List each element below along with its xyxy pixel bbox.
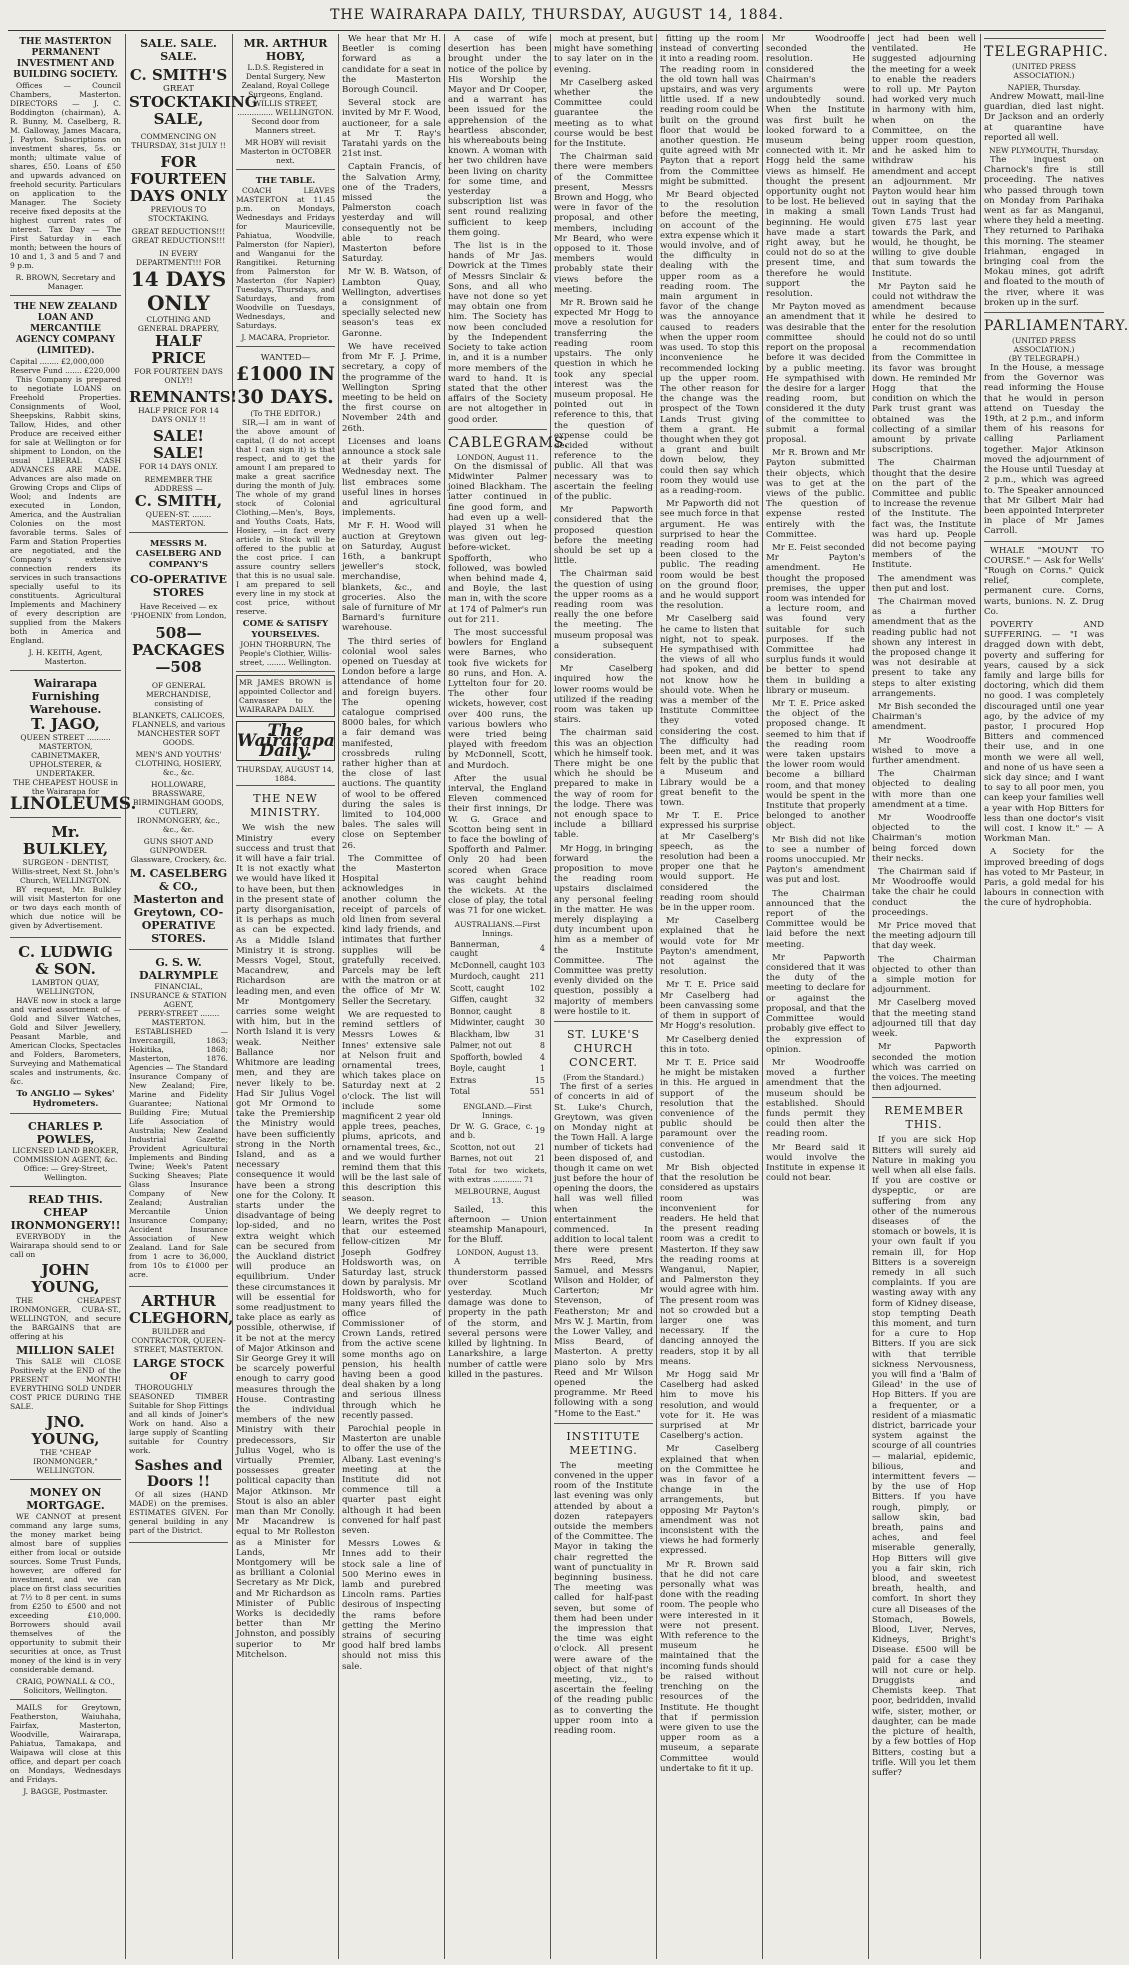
ad-address: LAMBTON QUAY, WELLINGTON, [31,978,100,996]
column-rule [868,34,869,1959]
previous-label: PREVIOUS TO STOCKTAKING. [148,205,209,224]
batsman: Palmer, not out [450,1041,512,1051]
shop-address: QUEEN-ST. ........ MASTERTON. [145,510,212,529]
column-8-news [766,34,865,1959]
ad-smith-sale [129,34,258,533]
ad-received: Have Received — ex 'PHOENIX' from London, [130,601,227,620]
scorecard-row [450,1053,545,1063]
news-paragraph: Mr Papworth considered that the proposed question before the meeting should be set up a little. [554,505,653,567]
ad-furnishing [10,674,137,818]
fourteen-days: FOR FOURTEEN DAYS ONLY [129,153,228,206]
ad-trade: SURGEON - DENTIST, [22,858,109,867]
for-fourteen: FOR FOURTEEN DAYS ONLY!! [134,367,223,386]
news-paragraph: Mr Caselberg explained that he would vote for Mr Payton's amendment, not against the resolution. [660,916,759,978]
ad-title: Wairarapa Furnishing Warehouse. [29,677,102,716]
ad-stock-heading: LARGE STOCK OF [132,1356,225,1383]
ad-title: MR. ARTHUR HOBY, [243,37,328,63]
ad-body-4: THE "CHEAP IRONMONGER," WELLINGTON. [33,1448,98,1476]
news-paragraph: Mr Woodrooffe wished to move a further amendment. [872,735,976,767]
ad-body: MAILS for Greytown, Featherston, Waiuhaha, Fairfax, Masterton, Woodville, Wairarapa, Pahiatua, Tamakapa, and Waipawa will close at this office, and depart per coach on Mondays, Wednesdays and Fridays. [10,1703,121,1785]
ad-signature: CRAIG, POWNALL & CO., Solicitors, Wellington. [16,1677,115,1696]
remnants-half-price: HALF PRICE FOR 14 DAYS ONLY !! [138,406,219,425]
column-10-news [984,34,1129,1959]
news-paragraph: Mr T. E. Price asked the object of the proposed change. It seemed to him that if the reading room were taken upstairs the lower room would become a billiard room, and that money would be spent in the Institute that properly belonged to another object. [766,699,865,832]
ad-cheap: THE CHEAPEST HOUSE in the Wairarapa for [13,778,118,796]
scorecard-total: Total for two wickets, with extras ............ 71 [448,1165,547,1184]
news-paragraph: Mr Hogg, in bringing forward the proposition to move the reading room upstairs disclaimed any personal feeling in the matter. He was merely displaying a duty incumbent upon him as a member of the Institute Committee. The Committee was pretty evenly divided on the question, possibly a majority of members were hostile to it. [554,843,653,1017]
separator [554,1423,653,1424]
batsman: Midwinter, caught [450,1018,525,1028]
news-paragraph: The Chairman objected to other than a simple motion for adjournment. [872,954,976,996]
news-paragraph: fitting up the room instead of converting it into a reading room. The reading room in the old town hall was upstairs, and was very little used. If a new reading room could be built on the ground floor that would be another question. He quite agreed with Mr Payton that a report from the Committee might be submitted. [660,34,759,187]
news-paragraph: Mr Caselberg said he came to listen that night, not to speak. He sympathised with the views of all who had spoken, and did not know how he should vote. When he was a member of the Institute Committee they voted considering the cost. The difficulty had been met, and it was felt by the public that a Museum and Library would be a great benefit to the town. [660,614,759,809]
news-paragraph: Mr Bish objected that the resolution be considered as upstairs room was inconvenient for readers. He held that the present reading room was a credit to Masterton. If they saw the reading rooms at Wanganui, Napier, and Palmerston they would agree with him. The present room was not so crowded but a larger one was necessary. If the dancing annoyed the readers, stop it by all means. [660,1162,759,1367]
cable-paragraph: Sailed, this afternoon — Union steamship Manapouri, for the Bluff. [448,1204,547,1246]
news-paragraph: The Chairman moved as a further amendment that as the reading public had not shown any interest in the proposed change it was not desirable at present to take any steps to alter existing arrangements. [872,596,976,699]
column-6-news [554,34,653,1959]
batsman: McDonnell, caught [450,960,528,970]
runs: 32 [534,995,545,1005]
dateline: NAPIER, Thursday. [1007,83,1081,92]
ad-ludwig [10,941,121,1114]
news-paragraph: Parochial people in Masterton are unable to offer the use of the Albany. Last evening's meeting at the Institute did not commence till a quarter past eight although it had been convened for half past seven. [342,1424,441,1537]
news-paragraph: Mr Bish seconded the Chairman's amendment. [872,702,976,733]
ad-signature: M. CASELBERG & CO., Masterton and Greytown, CO-OPERATIVE STORES. [129,866,228,945]
news-paragraph: Mr T. E. Price said Mr Caselberg had been canvassing some of them in support of Mr Hogg's resolution. [660,980,759,1032]
ad-body-3: This SALE will CLOSE Positively at the END of the PRESENT MONTH! EVERYTHING SOLD UNDER COST PRICE DURING THE SALE. [10,1357,121,1412]
article-heading: INSTITUTE MEETING. [566,1429,641,1457]
separator [872,1097,976,1098]
news-paragraph: We are requested to remind settlers of Messrs Lowes & Innes' extensive sale at Nelson fruit and ornamental trees, which takes place on Saturday next at 2 o'clock. The list will include some magnificent 2 year old apple trees, peaches, plums, apricots, and ornamental trees, &c., and we would further remind them that this will be the last sale of this description this season. [342,1009,441,1204]
ad-body: BY request, Mr. Bulkley will visit Masterton for one or two days each month of which due notice will be given by Advertisement. [10,885,121,930]
ad-subtitle: L.D.S. Registered in Dental Surgery, New Zealand, Royal College Surgeons, England. [241,63,330,99]
runs: 8 [539,1041,545,1051]
ad-building-society [10,34,121,296]
scorecard-row [450,961,545,971]
ad-merchandise: OF GENERAL MERCHANDISE, consisting of [145,680,212,708]
article-body: The meeting convened in the upper room of the Institute last evening was only attended by about a dozen ratepayers outside the members of the Committee. The Mayor in taking the chair regretted the want of punctuality in beginning business. The meeting was called for half-past seven, but some of them had been under the impression that the time was eight o'clock. All present were aware of the object of that night's meeting, viz., to ascertain the feeling of the reading public as to converting the upper room into a reading room. [554,1460,653,1737]
news-paragraph: The chairman said this was an objection which he himself took. There might be one which he should be prepared to make in the way of room for the lodge. There was not enough space to include a billiard table. [554,728,653,841]
ad-coach-table [236,173,335,347]
ad-title: THE NEW ZEALAND LOAN AND MERCANTILE AGENCY COMPANY (LIMITED). [13,302,118,356]
news-paragraph: Mr R. Brown said he expected Mr Hogg to move a resolution for transferring the reading room upstairs. The only question in which he took any special interest was the museum proposal. He pointed out in reference to this, that the question of expense could be decided without reference to the public. All that was necessary was to ascertain the feeling of the public. [554,298,653,502]
half-price: HALF PRICE [151,332,206,368]
ad-stock-body: THOROUGHLY SEASONED TIMBER Suitable for Shop Fittings and all kinds of Joiner's Work on hand. Also a large supply of Scantling suitable for Country work. [129,1382,228,1455]
batsman: Giffen, caught [450,995,508,1005]
ad-blankets: BLANKETS, CALICOES, FLANNELS, and various MANCHESTER SOFT GOODS. [131,710,226,747]
ad-paragraph: WHALE "MOUNT TO COURSE." — Ask for Wells' "Rough on Corns." Quick relief, complete, permanent cure. Corns, warts, bunions. N. Z. Drug Co. [984,545,1104,617]
ad-paragraph: POVERTY AND SUFFERING. — "I was dragged down with debt, poverty and suffering for years, caused by a sick family and large bills for doctoring, which did them no good. I was completely discouraged until one year ago, by the advice of my pastor, I procured Hop Bitters and commenced their use, and in one month we were all well, and none of us have seen a sick day since; and I want to say to all poor men, you can keep your families well a year with Hop Bitters for less than one doctor's visit will cost. I know it." — A Workman Man. [984,619,1104,845]
masthead-rule [8,30,1106,31]
column-rule [550,34,551,1959]
ad-sashes-body: Of all sizes (HAND MADE) on the premises. ESTIMATES GIVEN. For general building in any part of the District. [129,1489,228,1535]
runs: 1 [539,1064,545,1074]
cable-paragraph: A terrible thunderstorm passed over Scotland yesterday. Much damage was done to property in the path of the storm, and several persons were killed by lightning. In Lanarkshire, a large number of cattle were killed in the pastures. [448,1257,547,1380]
runs: 15 [534,1075,545,1085]
batsman: Murdoch, caught [450,972,520,982]
ad-signature: J. H. KEITH, Agent, Masterton. [28,648,103,666]
news-paragraph: Mr Price moved that the meeting adjourn till that day week. [872,921,976,952]
news-paragraph: Mr Beard said it would involve the Institute in expense it could not bear. [766,1142,865,1184]
news-paragraph: In the House, a message from the Governor was read informing the House that he would in person attend on Tuesday the 19th, at 2 p.m., and inform them of his reasons for calling Parliament together. Major Atkinson moved the adjournment of the House until Tuesday at 2 p.m., which was agreed to. The Speaker announced that Mr Gilbert Mair had been appointed Interpreter in place of Mr James Carroll. [984,363,1104,537]
news-paragraph: Captain Francis, of the Salvation Army, one of the Traders, missed the Palmerston coach yesterday and will consequently not be able to reach Masterton before Saturday. [342,162,441,265]
ad-loan-agency [10,299,121,671]
ad-title: THE MASTERTON PERMANENT INVESTMENT AND BUILDING SOCIETY. [13,37,118,80]
batsman: Bonnor, caught [450,1006,512,1016]
ad-heading: REMEMBER THIS. [884,1104,964,1132]
ad-thorburn [236,350,335,672]
news-paragraph: Mr Payton said he could not withdraw the amendment because while he desired to enter for the resolution he could not do so until a recommendation from the Committee in its favor was brought down. He reminded Mr Hogg that the condition on which the Park trust grant was obtained was the collecting of a similar amount by private subscriptions. [872,281,976,456]
news-paragraph: Andrew Mowatt, mail-line guardian, died last night. Dr Jackson and an orderly at quarantine have reported all well. [984,92,1104,143]
ad-hoby [236,34,335,170]
ad-reserve-fund: Reserve Fund ....... £220,000 [10,366,120,375]
column-2-advertisements [129,34,258,1959]
newspaper-nameplate: The Wairarapa Daily. [237,720,335,762]
column-4-news [342,34,441,1959]
news-paragraph: We hear that Mr H. Beetler is coming forward as a candidate for a seat in the Masterton Borough Council. [342,34,441,96]
news-paragraph: Mr Woodrooffe moved a further amendment that the museum should be established. Should funds permit they could then alter the reading room. [766,1057,865,1140]
news-paragraph: Mr Caselberg moved that the meeting stand adjourned till that day week. [872,998,976,1040]
scorecard-row [450,1007,545,1017]
remember-address: REMEMBER THE ADDRESS — [144,475,213,494]
ad-hardware: HOLLOWARE, BRASSWARE, BIRMINGHAM GOODS, CUTLERY, IRONMONGERY, &c., &c., &c. [133,779,224,834]
runs: 551 [529,1087,545,1097]
news-paragraph: Mr R. Brown said that he did not care personally what was done with the reading room. The people who were interested in it were not present. With reference to the museum he maintained that the incoming funds should be raised without trenching on the resources of the Institute. He thought that if permission were given to use the upper room as a museum, a separate Committee would undertake to fit it up. [660,1559,759,1774]
news-paragraph: The third series of colonial wool sales opened on Tuesday at London before a large attendance of home and foreign buyers. The opening catalogue comprised 8000 bales, for which a fair demand was manifested, crossbreds ruling rather higher than at the close of last auctions. The quantity of wool to be offered during the sales is limited to 104,000 bales. The sales will close on September 26. [342,636,441,851]
news-paragraph: The Chairman objected to dealing with more than one amendment at a time. [872,769,976,810]
ad-capital: Capital ........ £2,000,000 [10,357,105,366]
ad-title: READ THIS. [28,1193,103,1207]
column-5-news [448,34,570,1959]
ad-body: Offices — Council Chambers, Masterton. DIRECTORS — J. C. Boddington (chairman), A. R. Bunny, M. Caselberg, R. M. Galloway, James Macara, J. Payton. Subscriptions on investment shares, 5s. or month; ultimate value of shares, £50. Loans of £50 and upwards advanced on freehold security. Particulars on application to the Manager. The Society receive fixed deposits at the highest current rates of interest. Tax Day — The First Saturday in each month; between the hours of 10 and 1, 3 and 5 and 7 and 9 p.m. [10,81,121,270]
column-rule [656,34,657,1959]
section-heading-parliamentary: PARLIAMENTARY. [984,318,1129,335]
ad-caselberg [129,536,228,950]
ad-subtitle: BUILDER and CONTRACTOR, QUEEN-STREET, MASTERTON. [131,1326,226,1354]
separator [554,1021,653,1022]
ad-amount: £1000 IN 30 DAYS. [236,363,335,409]
scorecard-row [450,1018,545,1028]
ad-title: CHARLES P. POWLES, [28,1120,103,1147]
sale-heading: SALE. SALE. SALE. [140,37,217,63]
batsman: Spofforth, bowled [450,1052,523,1062]
ad-cheap-ironmongery: CHEAP IRONMONGERY!! [10,1206,121,1233]
ad-trade: LICENSED LAND BROKER, COMMISSION AGENT, &c. [12,1146,119,1165]
batsman: Scotton, not out [450,1142,516,1152]
ad-wanted: WANTED— [260,353,311,364]
runs: 21 [534,1154,545,1164]
ad-editor: (To THE EDITOR.) [250,409,321,419]
scorecard-row [450,1087,545,1097]
scorecard-row [450,1122,545,1141]
news-paragraph: moch at present, but might have something to say later on in the evening. [554,34,653,75]
scorecard-row [450,1041,545,1051]
news-paragraph: Mr W. B. Watson, of Lambton Quay, Wellington, advertises a consignment of specially selected new season's teas ex Garonne. [342,267,441,339]
issue-date: THURSDAY, AUGUST 14, 1884. [236,765,335,786]
news-paragraph: Licenses and loans announce a stock sale at their yards for Wednesday next. The list embraces some useful lines in horses and agricultural implements. [342,436,441,519]
column-rule [980,34,981,1959]
news-paragraph: Mr Payton moved as an amendment that it was desirable that the committee should report on the proposal before it was decided by a public meeting. He sympathised with the desire for a larger reading room, but considered it the duty of the committee to submit a formal proposal. [766,302,865,445]
sale-sale: SALE! SALE! [152,427,205,463]
runs: 4 [539,944,545,954]
ad-address: Willis-street, Next St. John's Church, WELLINGTON. [11,867,120,885]
runs: 8 [539,1006,545,1016]
news-paragraph: Mr T. E. Price said he might be mistaken in this. He argued in support of the resolution that the convenience of the public should be paramount over the convenience of the custodian. [660,1057,759,1160]
ad-guns: GUNS SHOT AND GUNPOWDER. Glassware, Crockery, &c. [130,836,227,864]
article-heading: THE NEW MINISTRY. [250,792,321,820]
news-paragraph: Mr R. Brown and Mr Payton submitted their objects, which was to get at the views of the public. The question of expense rested entirely with the Committee. [766,448,865,540]
news-paragraph: The Chairman said there were members of the Committee present, Messrs Brown and Hogg, who were in favor of the proposal, and other members, including Mr Beard, who were opposed to it. Those members would probably state their views before the meeting. [554,152,653,295]
scorecard-row [450,972,545,982]
scorecard-row [450,1064,545,1074]
news-paragraph: Mr Caselberg inquired how the lower rooms would be utilized if the reading room was taken up stairs. [554,664,653,726]
ad-street: QUEEN STREET .......... MASTERTON, [20,733,111,751]
article-body: We wish the new Ministry every success and trust that it will have a fair trial. It is not exactly what we would have liked it to have been, but then in the present state of party disorganisation, it is perhaps as much as can be expected. As a Middle Island Ministry it is strong. Messrs Vogel, Stout, Macandrew, and Richardson are leading men, and even Mr Montgomery carries some weight with him, but in the North Island it is very weak. Neither Ballance nor Whitmore are leading men, and they are never likely to be. Had Sir Julius Vogel got Mr Ormond to take the Premiership the Ministry would have been sufficiently strong in the North Island, and as a necessary consequence it would have been a strong one for the Colony. It starts under the disadvantage of being lop-sided, and no extra weight which can be secured from the Auckland district will produce an equilibrium. Under these circumstances it will be essential for some readjustment to take place as early as possible, otherwise, if it be not at the mercy of Major Atkinson and Sir George Grey it will be scarcely powerful enough to carry good measures through the House. Contrasting the individual members of the new Ministry with their predecessors, Sir Julius Vogel, who is virtually Premier, possesses greater political capacity than Major Atkinson. Mr Stout is also an abler man than Mr Conolly. Mr Macandrew is equal to Mr Rolleston as a Minister for Lands, Mr Montgomery will be as brilliant a Colonial Secretary as Mr Dick, and Mr Richardson as Minister of Public Works is decidedly better than Mr Johnston, and possibly superior to Mr Mitchelson. [236,823,335,1660]
scorecard-row [450,1143,545,1153]
ad-come: COME & SATISFY YOURSELVES. [242,619,329,640]
news-paragraph: A Society for the improved breeding of dogs has voted to Mr Pasteur, in Paris, a gold medal for his labours in connection with the cure of hydrophobia. [984,847,1104,909]
ad-mails [10,1703,121,1796]
ad-title: C. LUDWIG & SON. [18,943,113,978]
column-7-news [660,34,759,1959]
ad-body: EVERYBODY in the Wairarapa should send to or call on [10,1232,121,1260]
news-paragraph: The Chairman announced that the report of the Committee would be laid before the next meeting. [766,888,865,950]
news-paragraph: Mr Woodrooffe seconded the resolution. He considered the Chairman's arguments were undoubtedly sound. When the Institute was first built he looked forward to a museum being connected with it. Mr Hogg held the same views as himself. He thought the present opportunity ought not to be lost. He believed in making a small beginning. He would have made a start right away, but he could not do so at the present time, and therefore he would support the resolution. [766,34,865,300]
news-paragraph: Mr Papworth considered that it was the duty of the meeting to declare for or against the proposal, and that the Committee would probably give effect to the expression of opinion. [766,952,865,1055]
reductions-label: GREAT REDUCTIONS!!! GREAT REDUCTIONS!!! [131,227,226,246]
ad-address: PERRY-STREET ........ MASTERTON. [137,1008,220,1027]
ad-signature: J. BAGGE, Postmaster. [23,1787,108,1797]
cable-paragraph: The most successful bowlers for England were Barnes, who took five wickets for 80 runs, and Hon. A. Lyttelton four for 20. The other four wickets, however, cost over 400 runs, the various bowlers who were tried being played with freedom by McDonnell, Scott, and Murdoch. [448,627,547,771]
ad-signature: R. BROWN, Secretary and Manager. [15,273,116,291]
runs: 21 [534,1142,545,1152]
news-paragraph: The list is in the hands of Mr Jas. Dowrick at the Times of Messrs Sinclair & Sons, and all who have not done so yet may obtain one from him. The Society has now been concluded by the Independent Society to take action in, and it is a number more members of the ward to hand. It is stated that the other affairs of the Society are not altogether in good order. [448,241,547,425]
news-paragraph: Mr Caselberg denied this in toto. [660,1034,759,1055]
dateline: LONDON, August 11. [456,452,539,462]
ad-body: HAVE now in stock a large and varied assortment of — Gold and Silver Watches, Gold and Silver Jewellery, Peasant Marble, and American Clocks, Spectacles and Folders, Barometers, Surveying and Mathematical scales and instruments, &c. &c. [10,996,121,1086]
masthead: THE WAIRARAPA DAILY, THURSDAY, AUGUST 14, 1884. [330,7,784,23]
batsman: Barnes, not out [450,1154,513,1164]
ad-visit: MR HOBY will revisit Masterton in OCTOBER next. [239,138,332,165]
scorecard-row [450,995,545,1005]
days-only: 14 DAYS ONLY [130,267,227,316]
ad-body: ESTABLISHED — Invercargill, 1863; Hokitika, 1868; Masterton, 1876. Agencies — The Standard Insurance Company of New Zealand; Fire, Marine and Fidelity Guarantee; National Building Fire; Mutual Life Association of Australia; New Zealand Industrial Gazette; Provident Agricultural Implements and Binding Twine; Week's Patent Sucking Sheaves; Plate Glass Insurance Company of New Zealand; Australian Mercantile Union Insurance Company; Accident Insurance Association of New Zealand. Land for Sale from 1 acre to 36,000, from 10s to £1000 per acre. [129,1026,228,1279]
scorecard-row [450,984,545,994]
ad-cleghorn [129,1290,234,1543]
scorecard-england [448,1120,547,1166]
scorecard-row [450,1154,545,1164]
ad-office: Office: — Grey-Street, Wellington. [23,1164,108,1183]
news-paragraph: Mr Beard objected to the resolution before the meeting, on account of the extra expense which it would involve, and of the difficulty in dealing with the upper room as a reading room. The main argument in favor of the change was the annoyance caused to readers when the upper room was used. To stop this inconvenience he recommended locking up the upper room. The other reason for the change was the prospect of the Town Lands Trust giving them a grant. He thought when they got a grant and built down below, they could then say which room they would use as a reading-room. [660,190,759,496]
ad-body: If you are sick Hop Bitters will surely aid Nature in making you well when all else fails. If you are costive or dyspeptic, or are suffering from any other of the numerous diseases of the stomach or bowels, it is your own fault if you remain ill, for Hop Bitters is a sovereign remedy in all such complaints. If you are wasting away with any form of Kidney disease, stop tempting Death this moment, and turn for a cure to Hop Bitters. If you are sick with that terrible sickness Nervousness, you will find a 'Balm of Gilead' in the use of Hop Bitters. If you are a frequenter, or a resident of a miasmatic district, barricade your system against the scourge of all countries — malarial, epidemic, bilious, and intermittent fevers — by the use of Hop Bitters. If you have rough, pimply, or sallow skin, bad breath, pains and aches, and feel miserable generally, Hop Bitters will give you a fair skin, rich blood, and sweetest breath, health, and comfort. In short they cure all Diseases of the Stomach, Bowels, Blood, Liver, Nerves, Kidneys, Bright's Disease. £500 will be paid for a case they will not cure or help. Druggists and Chemists keep. That poor, bedridden, invalid wife, sister, mother, or daughter, can be made the picture of health, by a few bottles of Hop Bitters, costing but a trifle. Will you let them suffer? [872,1135,976,1778]
news-paragraph: We deeply regret to learn, writes the Post that our esteemed fellow-citizen Mr Joseph Godfrey Holdsworth was, on Saturday last, struck down by paralysis. Mr Holdsworth, who for many years filled the office of Commissioner of Crown Lands, retired from the active scene some months ago on pension, his health having been a good deal shaken by a long and serious illness through which he recently passed. [342,1206,441,1421]
batsman: Scott, caught [450,983,505,993]
ad-body: This Company is prepared to negotiate LOANS on Freehold Properties. Consignments of Wool, Sheepskins, Rabbit skins, Tallow, Hides, and other Produce are received either for sale at Wellington or for shipment to London, on the usual LIBERAL CASH ADVANCES ARE MADE. Advances are also made on Growing Crops and Clips of Wool; and Indents are executed in London, America, and the Australian Colonies on the most favorable terms. Sales of Farm and Station Properties are negotiated, and the Company's extensive connection renders its services in such transactions specially useful to its constituents. Agricultural Implements and Machinery of every description are supplied from the Makers both in America and England. [10,375,121,645]
ad-body-2: THE CHEAPEST IRONMONGER, CUBA-ST., WELLINGTON, and secure the BARGAINS that are offering at his [10,1296,121,1342]
ad-subtitle: CO-OPERATIVE STORES [130,572,227,599]
article-body: The first of a series of concerts in aid of St. Luke's Church, Greytown, was given on Monday night at the Town Hall. A large number of tickets had been disposed of, and though it came on wet just before the hour of opening the doors, the hall was well filled when the entertainment commenced. In addition to local talent there were present Mrs Reed, Mrs Samuel, and Messrs Wilson and Holder, of Carterton; Mr Stevenson, of Featherston; Mr and Mrs W. J. Martin, from the Lower Valley, and Miss Beard, of Masterton. A pretty piano solo by Mrs Reed and Mr Wilson opened the programme. Mr Reed following with a song "Home to the East." [554,1082,653,1419]
great-label: GREAT [162,84,195,94]
notice-brown [236,675,335,717]
ad-name: T. JAGO, [31,715,100,733]
news-paragraph: Mr Papworth did not see much force in that argument. He was surprised to hear the reading room had been closed to the public. The reading room would be best on the ground floor, and he would support the resolution. [660,499,759,612]
section-heading-cablegrams: CABLEGRAMS. [448,434,570,451]
news-paragraph: Mr F. H. Wood will auction at Greytown on Saturday, August 16th, a bankrupt jeweller's stock, merchandise, blankets, &c., and groceries. Also the sale of furniture of Mr Barnard's furniture warehouse. [342,521,441,634]
scorecard-australians [448,938,547,1099]
ad-name: JOHN YOUNG, [31,1261,100,1297]
batsman: Boyle, caught [450,1064,506,1074]
remnants: REMNANTS! [129,388,238,407]
shop-name-2: C. SMITH, [134,492,223,511]
scorecard-row [450,1030,545,1040]
article-source: (From the Standard.) [563,1073,644,1083]
separator [984,38,1104,39]
section-source-2: (BY TELEGRAPH.) [1008,354,1080,364]
ad-signature: JOHN THORBURN, The People's Clothier, Willis-street, ........ Wellington. [239,639,332,667]
ad-title: G. S. W. DALRYMPLE [138,955,219,982]
column-rule [232,34,233,1959]
ad-title: MESSRS M. CASELBERG AND COMPANY'S [135,539,222,570]
news-paragraph: ject had been well ventilated. He suggested adjourning the meeting for a week to enable the readers to roll up. Mr Payton had worked very much in harmony with him, when on the Committee, on the upper room question, and he asked him to withdraw his amendment and accept an adjournment. Mr Payton would hear him out in saying that the Town Lands Trust had given £75 last year towards the Park, and would, he thought, be willing to give double that sum towards the Institute. [872,34,976,279]
column-rule [338,34,339,1959]
ad-name-2: JNO. YOUNG, [31,1413,100,1449]
news-paragraph: Mr Woodrooffe objected to the Chairman's motion being forced down their necks. [872,813,976,864]
runs: 211 [529,972,545,982]
ad-agents: To ANGLIO — Sykes' Hydrometers. [16,1089,115,1110]
scorecard-title: ENGLAND.—First Innings. [463,1101,532,1120]
ad-title: Mr. BULKLEY, [22,823,109,858]
ad-dalrymple [129,953,228,1287]
notice-body: MR JAMES BROWN is appointed Collector and Canvasser to the WAIRARAPA DAILY. [239,677,332,714]
runs: 19 [534,1126,545,1136]
clothing-label: CLOTHING AND GENERAL DRAPERY, [137,315,220,334]
ad-sashes-doors: Sashes and Doors !! [134,1457,223,1490]
news-paragraph: The Chairman said the question of using the upper rooms as a reading room was really the one before the meeting. The museum proposal was a subsequent consideration. [554,569,653,661]
news-paragraph: The Committee of the Masterton Hospital acknowledges in another column the receipt of parcels of old linen from several kind lady friends, and intimates that further supplies will be gratefully received. Parcels may be left with the matron or at the office of Mr W. Seller the Secretary. [342,853,441,1007]
column-3 [236,34,335,1959]
runs: 102 [529,983,545,993]
article-heading: ST. LUKE'S CHURCH CONCERT. [566,1028,641,1070]
ad-letter: SIR,—I am in want of the above amount of capital, (I do not accept that I can sign it) is that respect, and to get the amount I am prepared to make a great sacrifice during the month of July. The whole of my grand stock of Colonial Clothing,—Men's, Boys, and Youths Coats, Hats, Hosiery, —in fact every article in Stock will be offered to the public at the cost price. I can assure country sellers that this is no usual sale. I am prepared to sell every line in my stock at cost price, without reserve. [236,418,335,617]
batsman: Blackham, lbw [450,1029,510,1039]
news-paragraph: A case of wife desertion has been brought under the notice of the police by His Worship the Mayor and Dr Cooper, and a warrant has been issued for the apprehension of the heartless absconder, his whereabouts being known. A woman with her two children have been living on charity for some time, and yesterday a subscription list was sent round realizing sufficient to keep them going. [448,34,547,238]
news-paragraph: Mr Caselberg asked whether the Committee could guarantee the meeting as to what course would be best for the Institute. [554,77,653,150]
news-paragraph: The amendment was then put and lost. [872,573,976,594]
news-paragraph: Mr T. E. Price expressed his surprise at Mr Caselberg's speech, as the resolution had been a proper one that he would support. He considered the reading room should be in the upper room. [660,811,759,914]
news-paragraph: Several stock are invited by Mr F. Wood, auctioneer, for a sale at Mr T. Ray's Taratahi yards on the 21st inst. [342,98,441,160]
ad-million-sale: MILLION SALE! [16,1344,115,1358]
news-paragraph: Mr E. Feist seconded Mr Payton's amendment. He thought the proposed premises, the upper room was intended for a lecture room, and was found very suitable for such purposes. If the Committee had surplus funds it would be better to spend them in building a library or museum. [766,542,865,696]
column-rule [762,34,763,1959]
news-paragraph: The Chairman said if Mr Woodrooffe would take the chair he could conduct the proceedings. [872,867,976,918]
commencing-date: COMMENCING ON THURSDAY, 31st JULY !! [131,132,226,151]
ad-body: COACH LEAVES MASTERTON at 11.45 p.m. on Mondays, Wednesdays and Fridays for Mauriceville, Pahiatua, Woodville, Palmerston (for Napier), and Wanganui for the Rangitikei. Returning from Palmerston for Masterton (for Napier) Tuesdays, Thursdays, and Saturdays, and from Woodville on Tuesdays, Wednesdays, and Saturdays. [236,186,335,331]
section-source: (UNITED PRESS ASSOCIATION.) [1012,62,1076,80]
separator [448,429,547,430]
dateline: NEW PLYMOUTH, Thursday. [988,146,1100,156]
column-rule [444,34,445,1959]
column-1-advertisements [10,34,137,1959]
scorecard-title: AUSTRALIANS.—First Innings. [454,919,541,938]
runs: 103 [529,960,545,970]
batsman: Extras [450,1075,477,1085]
ad-clothing: MEN'S AND YOUTHS' CLOTHING, HOSIERY, &c., &c. [135,749,222,777]
stocktaking-sale: STOCKTAKING SALE, [129,93,258,129]
ad-title: THE TABLE. [255,176,316,186]
batsman: Bannerman, caught [450,939,500,959]
batsman: Total [450,1087,471,1097]
ad-mortgage [10,1483,121,1700]
separator [984,312,1104,313]
ad-linoleums: LINOLEUMS. [10,794,137,814]
ad-signature: J. MACARA, Proprietor. [241,333,330,343]
news-paragraph: We have received from Mr F. J. Prime, secretary, a copy of the programme of the Wellington Spring meeting to be held on the first course on November 24th and 26th. [342,341,441,434]
news-paragraph: The Chairman thought that the desire on the part of the Committee and public to increase the revenue of the Institute. The fact was, the Institute was hard up. People did not become paying members of the Institute. [872,458,976,571]
runs: 4 [539,1052,545,1062]
scorecard-row [450,940,545,959]
column-rule [125,34,126,1959]
runs: 31 [534,1029,545,1039]
column-9-news [872,34,976,1959]
ad-subtitle: FINANCIAL, INSURANCE & STATION AGENT, [130,981,227,1009]
ad-trade: CABINETMAKER, UPHOLSTERER, & UNDERTAKER. [29,751,102,778]
ad-body: WE CANNOT at present command any large sums, the money market being almost bare of supplies either from local or outside sources. Some Trust Funds, however, are offered for investment, and we can place on first class securities at 7½ to 8 per cent. in sums from £250 to £500 and not exceeding £10,000. Borrowers should avail themselves of the opportunity to submit their securities at once, as Trust money of the kind is in very considerable demand. [10,1512,121,1675]
sale-days: FOR 14 DAYS ONLY. [139,462,218,472]
dateline: LONDON, August 13. [456,1248,539,1258]
ad-john-young [10,1190,121,1480]
cable-paragraph: On the dismissal of Midwinter Palmer joined Blackham. The latter continued in fine good form, and had even up a well-played 31 when he was given out leg-before-wicket. Spofforth, who followed, was bowled when behind made 4, and Boyle, the last man in, with the score at 174 of Palmer's run out for 211. [448,461,547,625]
ad-address: WILLIS STREET, ............... WELLINGTON. Second door from Manners street. [237,99,334,135]
news-paragraph: Messrs Lowes & Innes add to their stock sale a line of 500 Merino ewes in lamb and purebred Lincoln rams. Parties desirous of inspecting the rams before getting the Merino strains of securing good half bred lambs should not miss this sale. [342,1539,441,1672]
news-paragraph: Mr Caselberg explained that when on the Committee he was in favor of a change in the arrangements, but opposing Mr Payton's amendment was not inconsistent with the views he had formerly expressed. [660,1444,759,1557]
section-source: (UNITED PRESS ASSOCIATION.) [1012,336,1076,355]
scorecard-row [450,1076,545,1086]
ad-title: ARTHUR CLEGHORN, [129,1291,234,1327]
dateline: MELBOURNE, August 13. [454,1186,541,1205]
news-paragraph: Mr Bish did not like to see a number of rooms unoccupied. Mr Payton's amendment was put and lost. [766,834,865,886]
cable-paragraph: After the usual interval, the England Eleven commenced their first innings, Dr W. G. Grace and Scotton being sent in to face the bowling of Spofforth and Palmer. Only 20 had been scored when Grace was caught behind the wickets. At the close of play, the total was 71 for one wicket. [448,773,547,917]
ad-dentist-bulkley [10,821,121,938]
shop-name: C. SMITH'S [129,66,228,84]
section-heading-telegraphic: TELEGRAPHIC. [984,44,1109,60]
batsman: Dr W. G. Grace, c. and b. [450,1121,533,1141]
news-paragraph: Mr Hogg said Mr Caselberg had asked him to move his resolution, and would vote for it. He was surprised at Mr Caselberg's action. [660,1370,759,1442]
every-department: IN EVERY DEPARTMENT!!! FOR [136,249,221,268]
runs: 30 [534,1018,545,1028]
ad-powles [10,1117,121,1187]
news-paragraph: Mr Papworth seconded the motion which was carried on the voices. The meeting then adjourned. [872,1042,976,1094]
separator [984,541,1104,542]
ad-packages: 508—PACKAGES—508 [132,623,225,676]
news-paragraph: The inquest on Charnock's fire is still proceeding. The natives who passed through town on Monday from Parihaka went as far as Manganui, where they held a meeting. They returned to Parihaka this morning. The steamer Iriahman, engaged in bringing coal from the Mokau mines, got adrift and floated to the mouth of the river, where it was broken up in the surf. [984,155,1104,308]
ad-title: MONEY ON MORTGAGE. [26,1486,105,1513]
